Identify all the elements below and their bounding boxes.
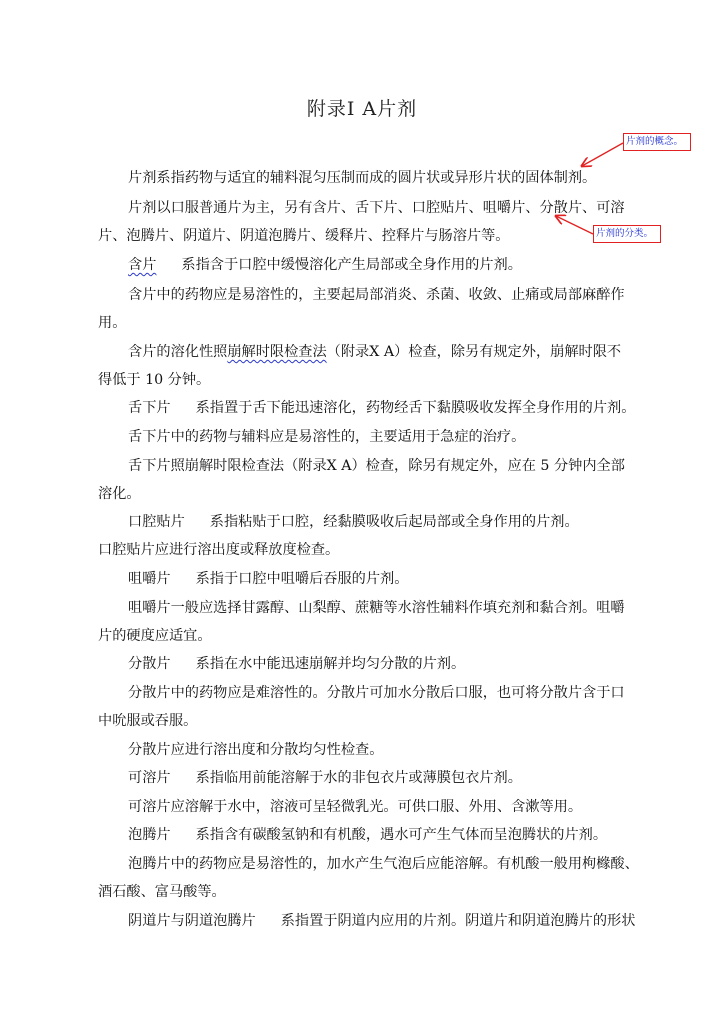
term-label: 口腔贴片 (128, 514, 185, 530)
comment-callout-concept[interactable] (623, 133, 691, 151)
definition-line (128, 570, 408, 588)
body-line (128, 286, 625, 304)
body-line (98, 627, 212, 645)
line-text: 中吮服或吞服。 (98, 713, 198, 729)
definition-line (128, 513, 579, 531)
body-line (128, 428, 525, 446)
line-text: 含片中的药物应是易溶性的，主要起局部消炎、杀菌、收敛、止痛或局部麻醉作 (128, 287, 625, 303)
line-text: 分散片中的药物应是难溶性的。分散片可加水分散后口服，也可将分散片含于口 (128, 685, 625, 701)
line-text: 溶化。 (98, 486, 141, 502)
comment-callout-classification[interactable] (593, 225, 661, 243)
line-text: 用。 (98, 315, 127, 331)
line-text: 片剂系指药物与适宜的辅料混匀压制而成的圆片状或异形片状的固体制剂。 (128, 170, 597, 186)
definition-line (128, 655, 465, 673)
line-text: 系指临用前能溶解于水的非包衣片或薄膜包衣片剂。 (195, 770, 522, 786)
comment-text: 片剂的分类。 (596, 228, 654, 239)
line-text: 系指粘贴于口腔，经黏膜吸收后起局部或全身作用的片剂。 (209, 514, 579, 530)
body-line (98, 227, 509, 245)
definition-line (128, 256, 522, 274)
line-text: 系指含有碳酸氢钠和有机酸，遇水可产生气体而呈泡腾状的片剂。 (195, 827, 608, 843)
comment-text: 片剂的概念。 (626, 136, 684, 147)
line-text: 酒石酸、富马酸等。 (98, 884, 226, 900)
line-text: 系指置于阴道内应用的片剂。阴道片和阴道泡腾片的形状 (280, 913, 636, 929)
term-label: 泡腾片 (128, 827, 171, 843)
line-text: 片剂以口服普通片为主，另有含片、舌下片、口腔贴片、咀嚼片、分散片、可溶 (128, 200, 625, 216)
body-line (128, 169, 596, 187)
line-text: 系指于口腔中咀嚼后吞服的片剂。 (195, 571, 409, 587)
line-text: 系指置于舌下能迅速溶化，药物经舌下黏膜吸收发挥全身作用的片剂。 (195, 400, 636, 416)
line-text: 舌下片中的药物与辅料应是易溶性的，主要适用于急症的治疗。 (128, 429, 526, 445)
body-line (98, 541, 339, 559)
line-text: （附录Ⅹ A）检查，除另有规定外，崩解时限不 (326, 344, 622, 360)
definition-line (128, 912, 635, 930)
body-line (128, 599, 625, 617)
comment-arrow-classification (556, 216, 593, 234)
line-text: 得低于 10 分钟。 (98, 372, 211, 388)
definition-line (128, 826, 607, 844)
body-line (98, 712, 197, 730)
line-text: 含片的溶化性照 (128, 344, 228, 360)
line-text: 咀嚼片一般应选择甘露醇、山梨醇、蔗糖等水溶性辅料作填充剂和黏合剂。咀嚼 (128, 600, 625, 616)
body-line (98, 883, 226, 901)
line-text: 系指在水中能迅速崩解并均匀分散的片剂。 (195, 656, 466, 672)
term-label: 分散片 (128, 656, 171, 672)
term-label: 阴道片与阴道泡腾片 (128, 913, 256, 929)
definition-line (128, 769, 522, 787)
line-text: 舌下片照崩解时限检查法（附录Ⅹ A）检查，除另有规定外，应在 5 分钟内全部 (128, 458, 625, 474)
page-title: 附录Ⅰ A片剂 (306, 98, 418, 120)
body-line (128, 457, 625, 475)
spellcheck-text: 崩解时限检查法 (227, 344, 327, 360)
body-line (128, 855, 639, 873)
line-text: 分散片应进行溶出度和分散均匀性检查。 (128, 742, 384, 758)
line-text: 片的硬度应适宜。 (98, 628, 212, 644)
line-text: 泡腾片中的药物应是易溶性的，加水产生气泡后应能溶解。有机酸一般用枸橼酸、 (128, 856, 639, 872)
line-text: 口腔贴片应进行溶出度或释放度检查。 (98, 542, 340, 558)
body-line (128, 741, 383, 759)
line-text: 片、泡腾片、阴道片、阴道泡腾片、缓释片、控释片与肠溶片等。 (98, 228, 510, 244)
body-line (98, 371, 210, 389)
definition-line (128, 399, 635, 417)
comment-arrow-concept (582, 143, 623, 166)
body-line (98, 485, 141, 503)
body-line (128, 684, 625, 702)
line-text: 可溶片应溶解于水中，溶液可呈轻微乳光。可供口服、外用、含漱等用。 (128, 799, 583, 815)
term-label: 咀嚼片 (128, 571, 171, 587)
body-line (128, 199, 625, 217)
body-line (128, 798, 582, 816)
body-line (98, 314, 126, 332)
term-label: 舌下片 (128, 400, 171, 416)
body-line (128, 343, 621, 361)
line-text: 系指含于口腔中缓慢溶化产生局部或全身作用的片剂。 (181, 257, 522, 273)
term-label: 可溶片 (128, 770, 171, 786)
term-label: 含片 (128, 257, 157, 273)
